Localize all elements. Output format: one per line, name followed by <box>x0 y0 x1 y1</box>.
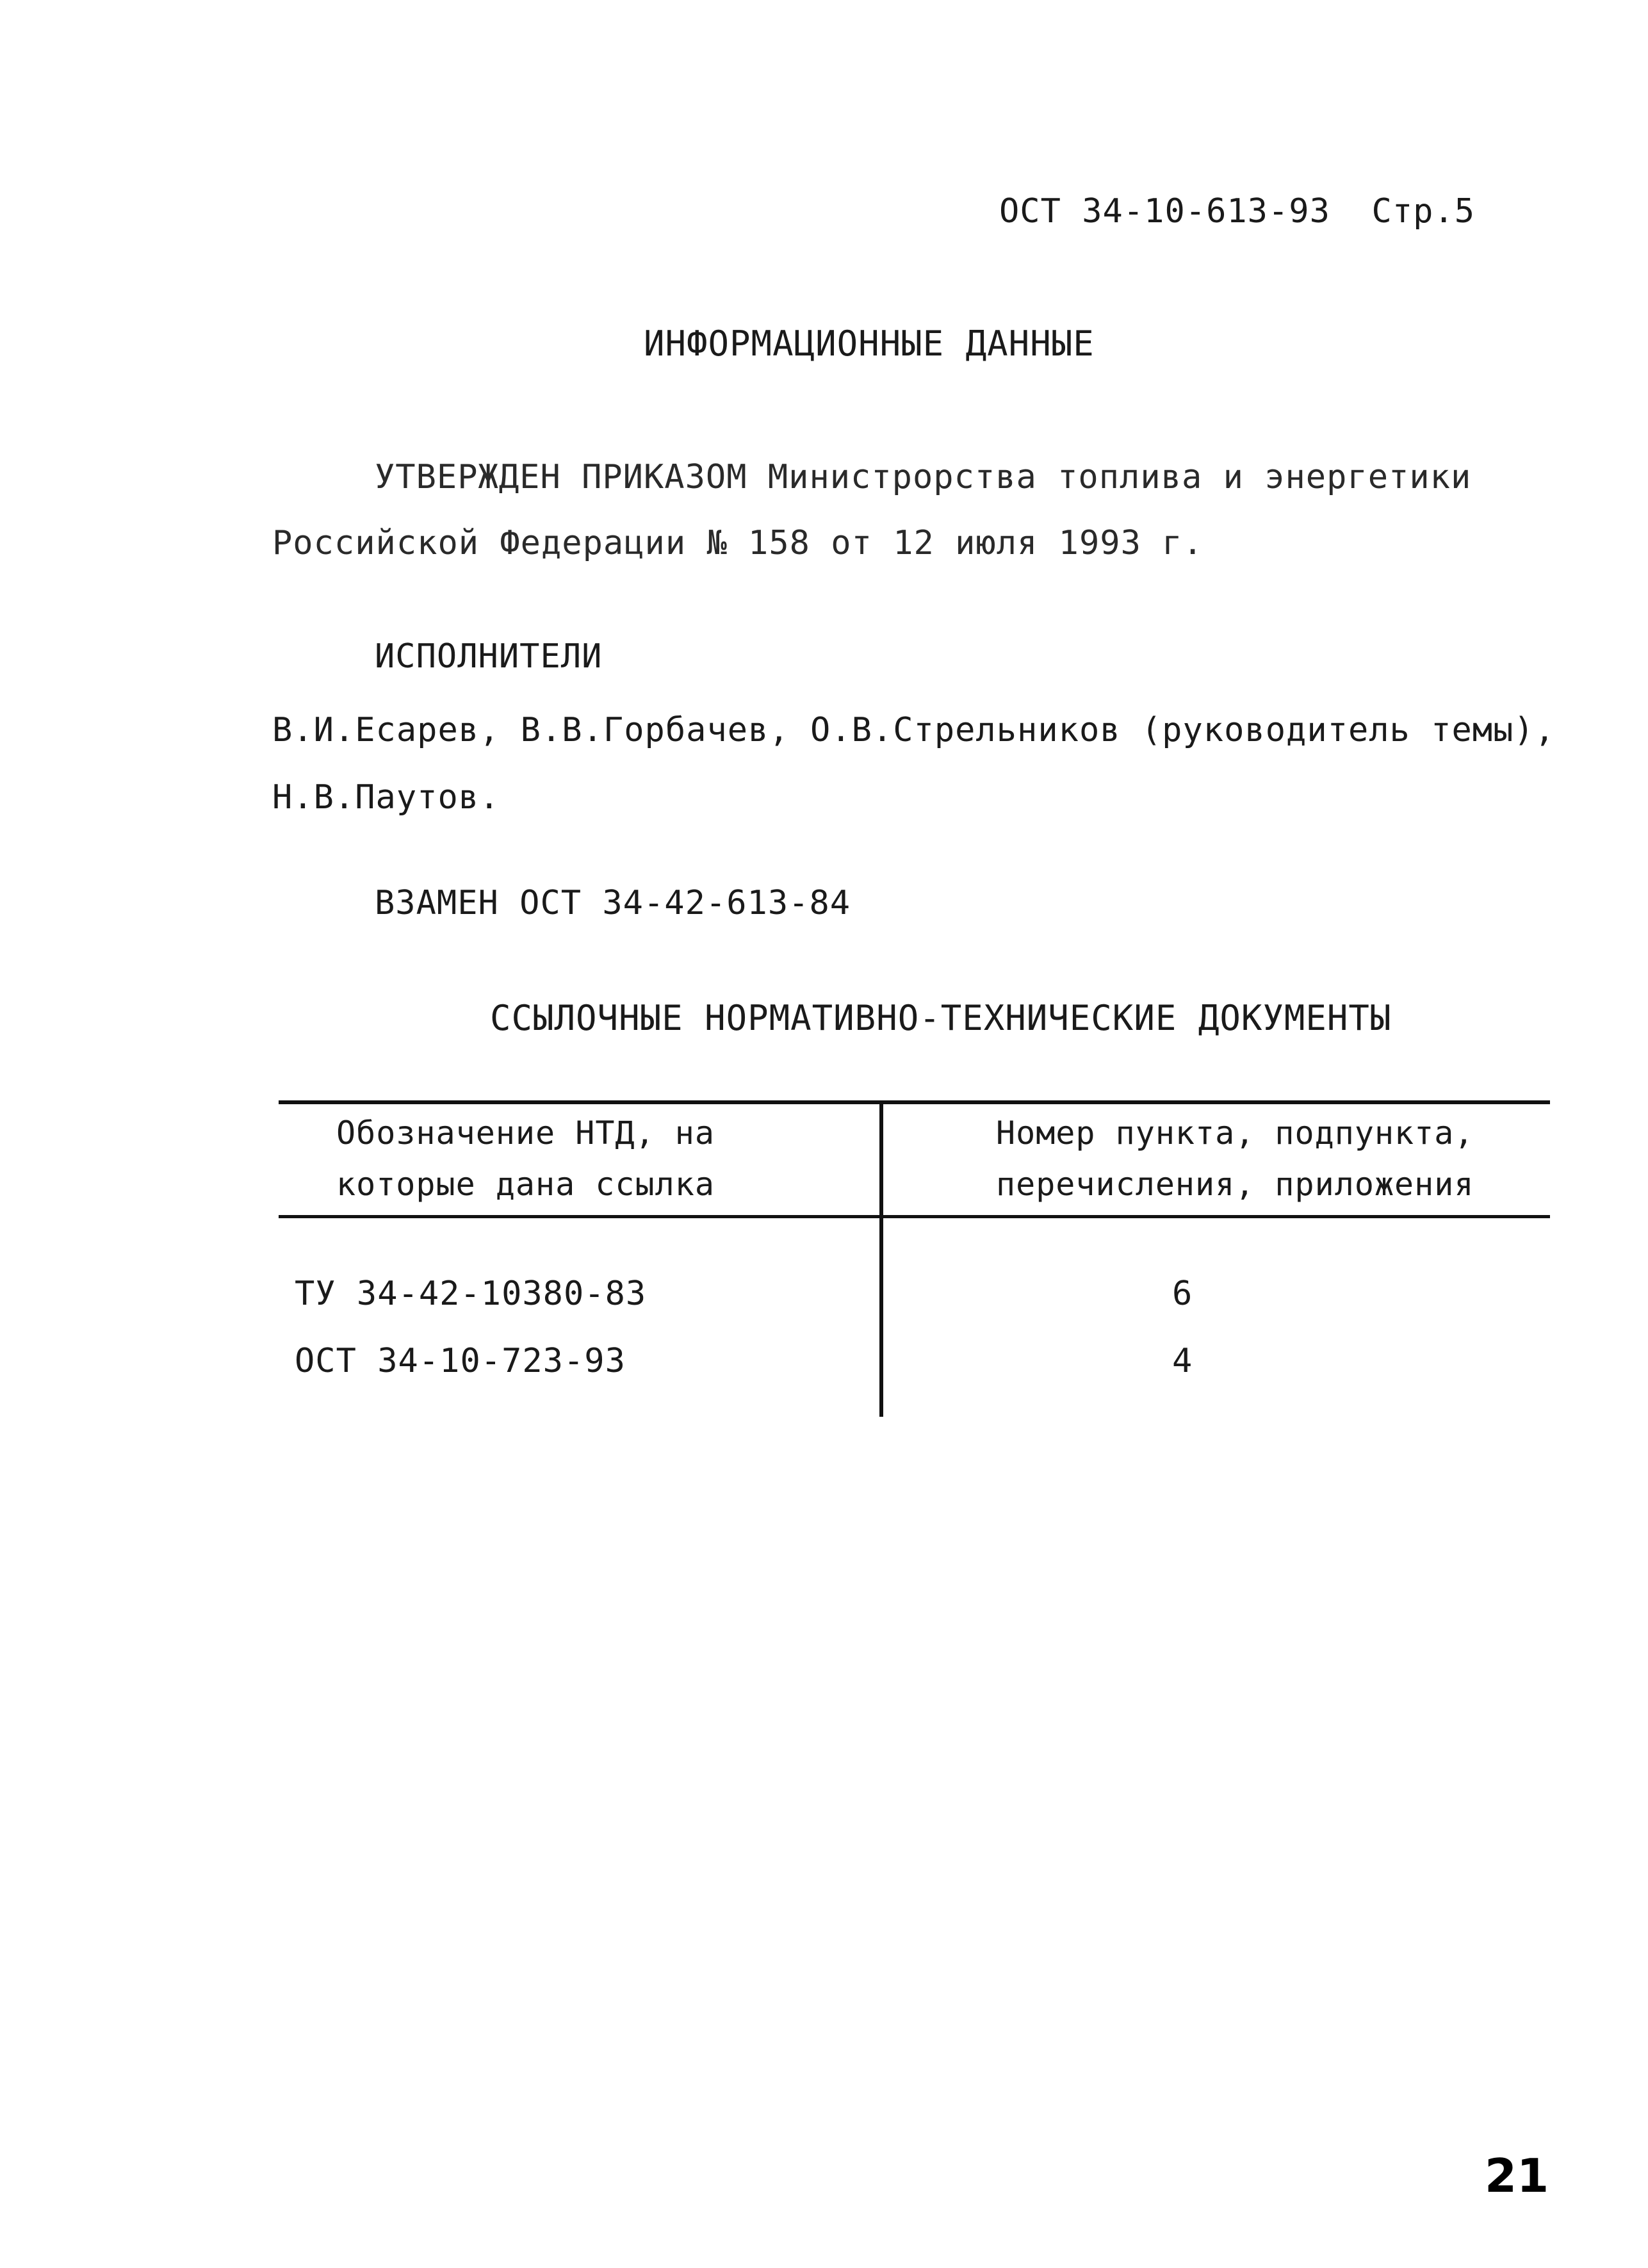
executors-line-1: В.И.Есарев, В.В.Горбачев, О.В.Стрельников (руководитель темы), <box>272 711 1556 749</box>
table-top-rule <box>279 1100 1550 1104</box>
references-title: ССЫЛОЧНЫЕ НОРМАТИВНО-ТЕХНИЧЕСКИЕ ДОКУМЕНТЫ <box>490 998 1392 1038</box>
executors-heading: ИСПОЛНИТЕЛИ <box>375 637 603 676</box>
table-row-2-item: 4 <box>1172 1342 1193 1380</box>
page-number: 21 <box>1485 2149 1549 2203</box>
page-label: Стр.5 <box>1371 192 1476 231</box>
table-column-divider <box>879 1103 883 1417</box>
executors-line-2: Н.В.Паутов. <box>272 778 500 817</box>
column-header-doc-line-2: которые дана ссылка <box>336 1166 715 1203</box>
table-header-rule <box>279 1215 1550 1218</box>
column-header-doc-line-1: Обозначение НТД, на <box>336 1114 715 1152</box>
table-row-1-item: 6 <box>1172 1275 1193 1313</box>
page-title: ИНФОРМАЦИОННЫЕ ДАННЫЕ <box>644 323 1095 364</box>
approved-line-2: Российской Федерации № 158 от 12 июля 1993 г. <box>272 524 1203 562</box>
table-row-1-doc: ТУ 34-42-10380-83 <box>295 1275 647 1313</box>
column-header-item-line-2: перечисления, приложения <box>996 1166 1474 1203</box>
approved-line-1: УТВЕРЖДЕН ПРИКАЗОМ Министрорства топлива и энергетики <box>375 458 1472 496</box>
column-header-item-line-1: Номер пункта, подпункта, <box>996 1114 1474 1152</box>
document-designation: ОСТ 34-10-613-93 <box>999 192 1330 231</box>
replaces-standard: ВЗАМЕН ОСТ 34-42-613-84 <box>375 884 851 922</box>
table-row-2-doc: ОСТ 34-10-723-93 <box>295 1342 626 1380</box>
document-header <box>999 192 1475 231</box>
